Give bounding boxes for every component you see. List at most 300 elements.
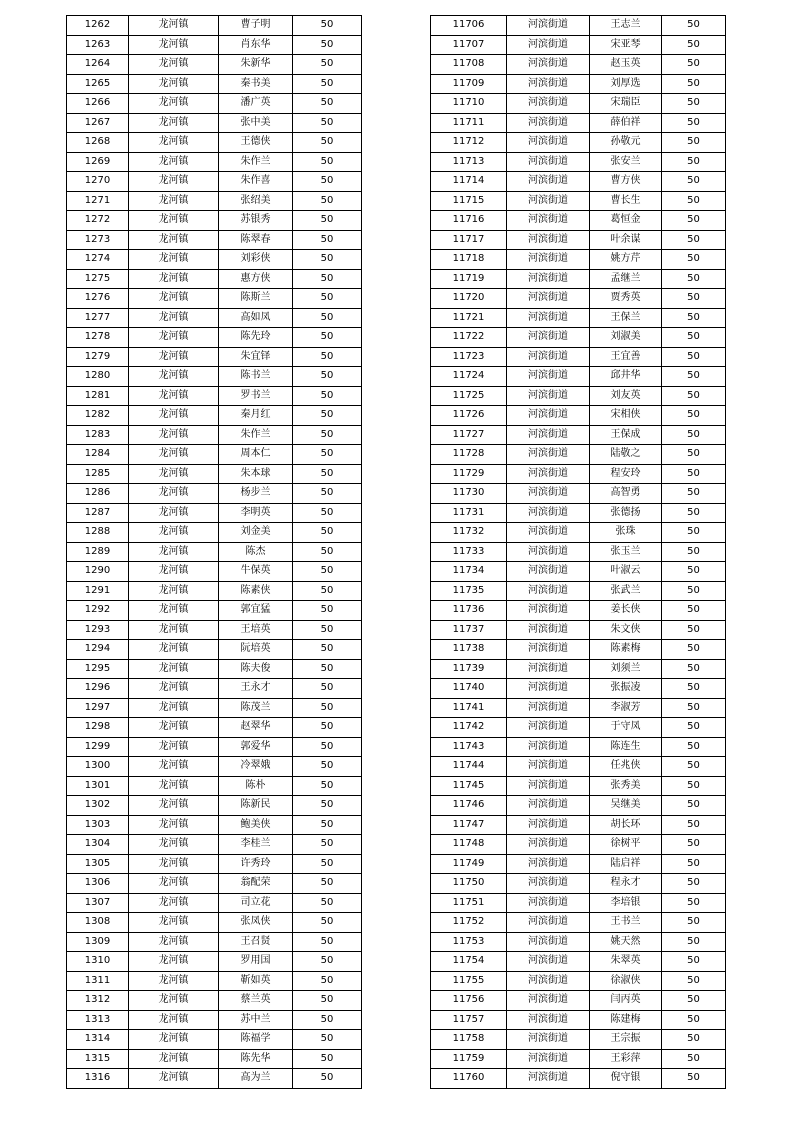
amount-cell: 50 — [662, 308, 726, 328]
town-name-cell: 河滨街道 — [507, 425, 590, 445]
row-number-cell: 1306 — [67, 874, 129, 894]
table-row — [67, 94, 362, 114]
town-name-cell: 河滨街道 — [507, 16, 590, 36]
town-name-cell: 河滨街道 — [507, 971, 590, 991]
town-name-cell: 河滨街道 — [507, 601, 590, 621]
person-name-cell: 李培银 — [590, 893, 662, 913]
person-name-cell: 翁配荣 — [219, 874, 293, 894]
amount-cell: 50 — [662, 640, 726, 660]
amount-cell: 50 — [293, 893, 362, 913]
town-name-cell: 河滨街道 — [507, 815, 590, 835]
table-row — [431, 601, 726, 621]
person-name-cell: 张振凌 — [590, 679, 662, 699]
town-name-cell: 龙河镇 — [129, 133, 219, 153]
table-row — [431, 659, 726, 679]
amount-cell: 50 — [662, 913, 726, 933]
town-name-cell: 河滨街道 — [507, 737, 590, 757]
town-name-cell: 龙河镇 — [129, 854, 219, 874]
person-name-cell: 葛恒金 — [590, 211, 662, 231]
person-name-cell: 吴继美 — [590, 796, 662, 816]
row-number-cell: 11724 — [431, 367, 507, 387]
town-name-cell: 龙河镇 — [129, 94, 219, 114]
row-number-cell: 1282 — [67, 406, 129, 426]
table-row — [67, 679, 362, 699]
person-name-cell: 张德扬 — [590, 503, 662, 523]
town-name-cell: 龙河镇 — [129, 523, 219, 543]
table-row — [431, 55, 726, 75]
amount-cell: 50 — [662, 874, 726, 894]
town-name-cell: 龙河镇 — [129, 698, 219, 718]
row-number-cell: 1276 — [67, 289, 129, 309]
row-number-cell: 11715 — [431, 191, 507, 211]
amount-cell: 50 — [293, 874, 362, 894]
town-name-cell: 龙河镇 — [129, 1030, 219, 1050]
amount-cell: 50 — [293, 1010, 362, 1030]
person-name-cell: 王书兰 — [590, 913, 662, 933]
row-number-cell: 1311 — [67, 971, 129, 991]
person-name-cell: 鲍美侠 — [219, 815, 293, 835]
row-number-cell: 11752 — [431, 913, 507, 933]
row-number-cell: 11712 — [431, 133, 507, 153]
row-number-cell: 11722 — [431, 328, 507, 348]
amount-cell: 50 — [293, 230, 362, 250]
town-name-cell: 龙河镇 — [129, 503, 219, 523]
amount-cell: 50 — [662, 698, 726, 718]
table-row — [67, 523, 362, 543]
town-name-cell: 龙河镇 — [129, 464, 219, 484]
person-name-cell: 肖东华 — [219, 35, 293, 55]
row-number-cell: 1302 — [67, 796, 129, 816]
table-row — [431, 113, 726, 133]
row-number-cell: 1292 — [67, 601, 129, 621]
person-name-cell: 赵翠华 — [219, 718, 293, 738]
table-row — [67, 1049, 362, 1069]
row-number-cell: 1316 — [67, 1069, 129, 1089]
town-name-cell: 龙河镇 — [129, 386, 219, 406]
row-number-cell: 11711 — [431, 113, 507, 133]
town-name-cell: 河滨街道 — [507, 464, 590, 484]
row-number-cell: 1266 — [67, 94, 129, 114]
town-name-cell: 河滨街道 — [507, 913, 590, 933]
person-name-cell: 徐树平 — [590, 835, 662, 855]
person-name-cell: 王培英 — [219, 620, 293, 640]
roster-table-left — [66, 15, 362, 1089]
person-name-cell: 李桂兰 — [219, 835, 293, 855]
row-number-cell: 11754 — [431, 952, 507, 972]
table-row — [67, 16, 362, 36]
amount-cell: 50 — [662, 16, 726, 36]
town-name-cell: 龙河镇 — [129, 776, 219, 796]
row-number-cell: 1314 — [67, 1030, 129, 1050]
person-name-cell: 陈先华 — [219, 1049, 293, 1069]
town-name-cell: 龙河镇 — [129, 1010, 219, 1030]
town-name-cell: 龙河镇 — [129, 152, 219, 172]
town-name-cell: 河滨街道 — [507, 718, 590, 738]
person-name-cell: 陈福学 — [219, 1030, 293, 1050]
amount-cell: 50 — [293, 74, 362, 94]
table-row — [431, 152, 726, 172]
town-name-cell: 龙河镇 — [129, 620, 219, 640]
town-name-cell: 河滨街道 — [507, 620, 590, 640]
person-name-cell: 孟继兰 — [590, 269, 662, 289]
table-row — [67, 874, 362, 894]
row-number-cell: 11720 — [431, 289, 507, 309]
person-name-cell: 薛伯祥 — [590, 113, 662, 133]
amount-cell: 50 — [293, 913, 362, 933]
amount-cell: 50 — [662, 113, 726, 133]
town-name-cell: 龙河镇 — [129, 1069, 219, 1089]
person-name-cell: 牛保英 — [219, 562, 293, 582]
row-number-cell: 1263 — [67, 35, 129, 55]
amount-cell: 50 — [662, 581, 726, 601]
amount-cell: 50 — [293, 425, 362, 445]
row-number-cell: 1271 — [67, 191, 129, 211]
amount-cell: 50 — [662, 757, 726, 777]
person-name-cell: 苏中兰 — [219, 1010, 293, 1030]
town-name-cell: 龙河镇 — [129, 679, 219, 699]
table-row — [431, 815, 726, 835]
amount-cell: 50 — [293, 991, 362, 1011]
person-name-cell: 朱新华 — [219, 55, 293, 75]
amount-cell: 50 — [662, 659, 726, 679]
person-name-cell: 朱作喜 — [219, 172, 293, 192]
amount-cell: 50 — [293, 113, 362, 133]
row-number-cell: 1268 — [67, 133, 129, 153]
amount-cell: 50 — [293, 1030, 362, 1050]
row-number-cell: 1293 — [67, 620, 129, 640]
row-number-cell: 1277 — [67, 308, 129, 328]
amount-cell: 50 — [293, 367, 362, 387]
town-name-cell: 龙河镇 — [129, 796, 219, 816]
row-number-cell: 1296 — [67, 679, 129, 699]
amount-cell: 50 — [293, 55, 362, 75]
row-number-cell: 11745 — [431, 776, 507, 796]
amount-cell: 50 — [662, 932, 726, 952]
row-number-cell: 11757 — [431, 1010, 507, 1030]
amount-cell: 50 — [662, 484, 726, 504]
row-number-cell: 11718 — [431, 250, 507, 270]
table-row — [431, 74, 726, 94]
town-name-cell: 河滨街道 — [507, 113, 590, 133]
person-name-cell: 王志兰 — [590, 16, 662, 36]
table-row — [431, 718, 726, 738]
table-row — [431, 854, 726, 874]
row-number-cell: 1273 — [67, 230, 129, 250]
row-number-cell: 11723 — [431, 347, 507, 367]
roster-table-right — [430, 15, 726, 1089]
town-name-cell: 河滨街道 — [507, 757, 590, 777]
person-name-cell: 叶余谋 — [590, 230, 662, 250]
amount-cell: 50 — [293, 289, 362, 309]
row-number-cell: 1295 — [67, 659, 129, 679]
person-name-cell: 姜长侠 — [590, 601, 662, 621]
row-number-cell: 11735 — [431, 581, 507, 601]
table-row — [431, 757, 726, 777]
town-name-cell: 河滨街道 — [507, 172, 590, 192]
table-row — [431, 406, 726, 426]
town-name-cell: 龙河镇 — [129, 367, 219, 387]
town-name-cell: 龙河镇 — [129, 74, 219, 94]
person-name-cell: 姚天然 — [590, 932, 662, 952]
row-number-cell: 11758 — [431, 1030, 507, 1050]
amount-cell: 50 — [662, 815, 726, 835]
table-row — [431, 835, 726, 855]
amount-cell: 50 — [662, 172, 726, 192]
table-row — [67, 133, 362, 153]
person-name-cell: 姚方芹 — [590, 250, 662, 270]
row-number-cell: 11708 — [431, 55, 507, 75]
amount-cell: 50 — [293, 776, 362, 796]
table-row — [431, 971, 726, 991]
town-name-cell: 河滨街道 — [507, 796, 590, 816]
town-name-cell: 河滨街道 — [507, 659, 590, 679]
table-row — [67, 172, 362, 192]
town-name-cell: 龙河镇 — [129, 269, 219, 289]
row-number-cell: 11737 — [431, 620, 507, 640]
person-name-cell: 王宗振 — [590, 1030, 662, 1050]
row-number-cell: 1265 — [67, 74, 129, 94]
row-number-cell: 1280 — [67, 367, 129, 387]
row-number-cell: 1300 — [67, 757, 129, 777]
person-name-cell: 任兆侠 — [590, 757, 662, 777]
table-row — [67, 230, 362, 250]
person-name-cell: 秦月红 — [219, 406, 293, 426]
row-number-cell: 1272 — [67, 211, 129, 231]
row-number-cell: 1308 — [67, 913, 129, 933]
amount-cell: 50 — [293, 971, 362, 991]
row-number-cell: 11713 — [431, 152, 507, 172]
table-row — [431, 542, 726, 562]
table-row — [431, 94, 726, 114]
amount-cell: 50 — [662, 230, 726, 250]
town-name-cell: 龙河镇 — [129, 640, 219, 660]
amount-cell: 50 — [293, 191, 362, 211]
row-number-cell: 1304 — [67, 835, 129, 855]
row-number-cell: 1286 — [67, 484, 129, 504]
town-name-cell: 龙河镇 — [129, 289, 219, 309]
town-name-cell: 河滨街道 — [507, 562, 590, 582]
person-name-cell: 李淑芳 — [590, 698, 662, 718]
row-number-cell: 1315 — [67, 1049, 129, 1069]
row-number-cell: 11707 — [431, 35, 507, 55]
table-row — [67, 55, 362, 75]
amount-cell: 50 — [293, 932, 362, 952]
amount-cell: 50 — [293, 1049, 362, 1069]
row-number-cell: 1269 — [67, 152, 129, 172]
person-name-cell: 张安兰 — [590, 152, 662, 172]
table-row — [67, 757, 362, 777]
town-name-cell: 河滨街道 — [507, 776, 590, 796]
town-name-cell: 河滨街道 — [507, 1030, 590, 1050]
person-name-cell: 刘厚选 — [590, 74, 662, 94]
person-name-cell: 罗书兰 — [219, 386, 293, 406]
table-row — [431, 367, 726, 387]
town-name-cell: 龙河镇 — [129, 952, 219, 972]
person-name-cell: 陈先玲 — [219, 328, 293, 348]
person-name-cell: 陈茂兰 — [219, 698, 293, 718]
table-row — [67, 1030, 362, 1050]
row-number-cell: 1278 — [67, 328, 129, 348]
amount-cell: 50 — [293, 757, 362, 777]
table-row — [431, 1069, 726, 1089]
row-number-cell: 1267 — [67, 113, 129, 133]
row-number-cell: 1294 — [67, 640, 129, 660]
row-number-cell: 11742 — [431, 718, 507, 738]
person-name-cell: 陈素梅 — [590, 640, 662, 660]
table-row — [67, 425, 362, 445]
person-name-cell: 郭宜猛 — [219, 601, 293, 621]
table-row — [431, 991, 726, 1011]
person-name-cell: 倪守银 — [590, 1069, 662, 1089]
town-name-cell: 龙河镇 — [129, 191, 219, 211]
table-row — [67, 601, 362, 621]
town-name-cell: 河滨街道 — [507, 308, 590, 328]
person-name-cell: 冷翠娥 — [219, 757, 293, 777]
row-number-cell: 11751 — [431, 893, 507, 913]
row-number-cell: 1274 — [67, 250, 129, 270]
town-name-cell: 河滨街道 — [507, 328, 590, 348]
person-name-cell: 闫丙英 — [590, 991, 662, 1011]
person-name-cell: 许秀玲 — [219, 854, 293, 874]
table-row — [431, 776, 726, 796]
table-row — [67, 971, 362, 991]
row-number-cell: 11734 — [431, 562, 507, 582]
amount-cell: 50 — [293, 679, 362, 699]
town-name-cell: 龙河镇 — [129, 230, 219, 250]
town-name-cell: 河滨街道 — [507, 230, 590, 250]
person-name-cell: 宋相侠 — [590, 406, 662, 426]
person-name-cell: 陈书兰 — [219, 367, 293, 387]
town-name-cell: 河滨街道 — [507, 932, 590, 952]
town-name-cell: 河滨街道 — [507, 503, 590, 523]
town-name-cell: 龙河镇 — [129, 16, 219, 36]
amount-cell: 50 — [662, 386, 726, 406]
town-name-cell: 龙河镇 — [129, 308, 219, 328]
table-row — [431, 874, 726, 894]
table-row — [67, 445, 362, 465]
amount-cell: 50 — [662, 406, 726, 426]
table-row — [67, 542, 362, 562]
person-name-cell: 王宜善 — [590, 347, 662, 367]
row-number-cell: 1313 — [67, 1010, 129, 1030]
amount-cell: 50 — [662, 191, 726, 211]
row-number-cell: 1309 — [67, 932, 129, 952]
row-number-cell: 1291 — [67, 581, 129, 601]
amount-cell: 50 — [662, 1069, 726, 1089]
table-row — [431, 932, 726, 952]
town-name-cell: 龙河镇 — [129, 445, 219, 465]
table-row — [431, 952, 726, 972]
table-row — [431, 698, 726, 718]
town-name-cell: 河滨街道 — [507, 211, 590, 231]
person-name-cell: 程永才 — [590, 874, 662, 894]
amount-cell: 50 — [293, 445, 362, 465]
table-row — [67, 211, 362, 231]
row-number-cell: 11755 — [431, 971, 507, 991]
row-number-cell: 11759 — [431, 1049, 507, 1069]
amount-cell: 50 — [662, 952, 726, 972]
person-name-cell: 苏银秀 — [219, 211, 293, 231]
town-name-cell: 河滨街道 — [507, 835, 590, 855]
person-name-cell: 高为兰 — [219, 1069, 293, 1089]
amount-cell: 50 — [662, 679, 726, 699]
amount-cell: 50 — [662, 425, 726, 445]
amount-cell: 50 — [662, 445, 726, 465]
row-number-cell: 11730 — [431, 484, 507, 504]
town-name-cell: 河滨街道 — [507, 1049, 590, 1069]
table-row — [431, 269, 726, 289]
amount-cell: 50 — [293, 16, 362, 36]
table-row — [67, 952, 362, 972]
row-number-cell: 11725 — [431, 386, 507, 406]
person-name-cell: 朱文侠 — [590, 620, 662, 640]
town-name-cell: 龙河镇 — [129, 250, 219, 270]
amount-cell: 50 — [293, 152, 362, 172]
row-number-cell: 11732 — [431, 523, 507, 543]
person-name-cell: 叶淑云 — [590, 562, 662, 582]
town-name-cell: 龙河镇 — [129, 718, 219, 738]
table-row — [67, 718, 362, 738]
row-number-cell: 11717 — [431, 230, 507, 250]
town-name-cell: 河滨街道 — [507, 640, 590, 660]
amount-cell: 50 — [293, 133, 362, 153]
table-row — [67, 776, 362, 796]
row-number-cell: 11736 — [431, 601, 507, 621]
row-number-cell: 11738 — [431, 640, 507, 660]
town-name-cell: 龙河镇 — [129, 874, 219, 894]
person-name-cell: 张珠 — [590, 523, 662, 543]
amount-cell: 50 — [293, 386, 362, 406]
table-row — [67, 1069, 362, 1089]
row-number-cell: 1279 — [67, 347, 129, 367]
person-name-cell: 高智勇 — [590, 484, 662, 504]
row-number-cell: 11733 — [431, 542, 507, 562]
town-name-cell: 河滨街道 — [507, 1069, 590, 1089]
amount-cell: 50 — [293, 659, 362, 679]
town-name-cell: 龙河镇 — [129, 328, 219, 348]
town-name-cell: 河滨街道 — [507, 991, 590, 1011]
table-row — [67, 737, 362, 757]
amount-cell: 50 — [293, 35, 362, 55]
town-name-cell: 龙河镇 — [129, 211, 219, 231]
amount-cell: 50 — [293, 406, 362, 426]
person-name-cell: 罗用国 — [219, 952, 293, 972]
table-row — [67, 1010, 362, 1030]
amount-cell: 50 — [293, 484, 362, 504]
amount-cell: 50 — [293, 796, 362, 816]
town-name-cell: 龙河镇 — [129, 659, 219, 679]
town-name-cell: 龙河镇 — [129, 913, 219, 933]
table-row — [67, 464, 362, 484]
person-name-cell: 王召贤 — [219, 932, 293, 952]
row-number-cell: 1303 — [67, 815, 129, 835]
person-name-cell: 陈朴 — [219, 776, 293, 796]
person-name-cell: 徐淑侠 — [590, 971, 662, 991]
row-number-cell: 1287 — [67, 503, 129, 523]
person-name-cell: 陈连生 — [590, 737, 662, 757]
town-name-cell: 龙河镇 — [129, 425, 219, 445]
row-number-cell: 11726 — [431, 406, 507, 426]
table-row — [67, 269, 362, 289]
amount-cell: 50 — [662, 718, 726, 738]
person-name-cell: 曹长生 — [590, 191, 662, 211]
amount-cell: 50 — [293, 581, 362, 601]
row-number-cell: 1283 — [67, 425, 129, 445]
person-name-cell: 靳如英 — [219, 971, 293, 991]
amount-cell: 50 — [662, 269, 726, 289]
town-name-cell: 河滨街道 — [507, 874, 590, 894]
town-name-cell: 河滨街道 — [507, 1010, 590, 1030]
